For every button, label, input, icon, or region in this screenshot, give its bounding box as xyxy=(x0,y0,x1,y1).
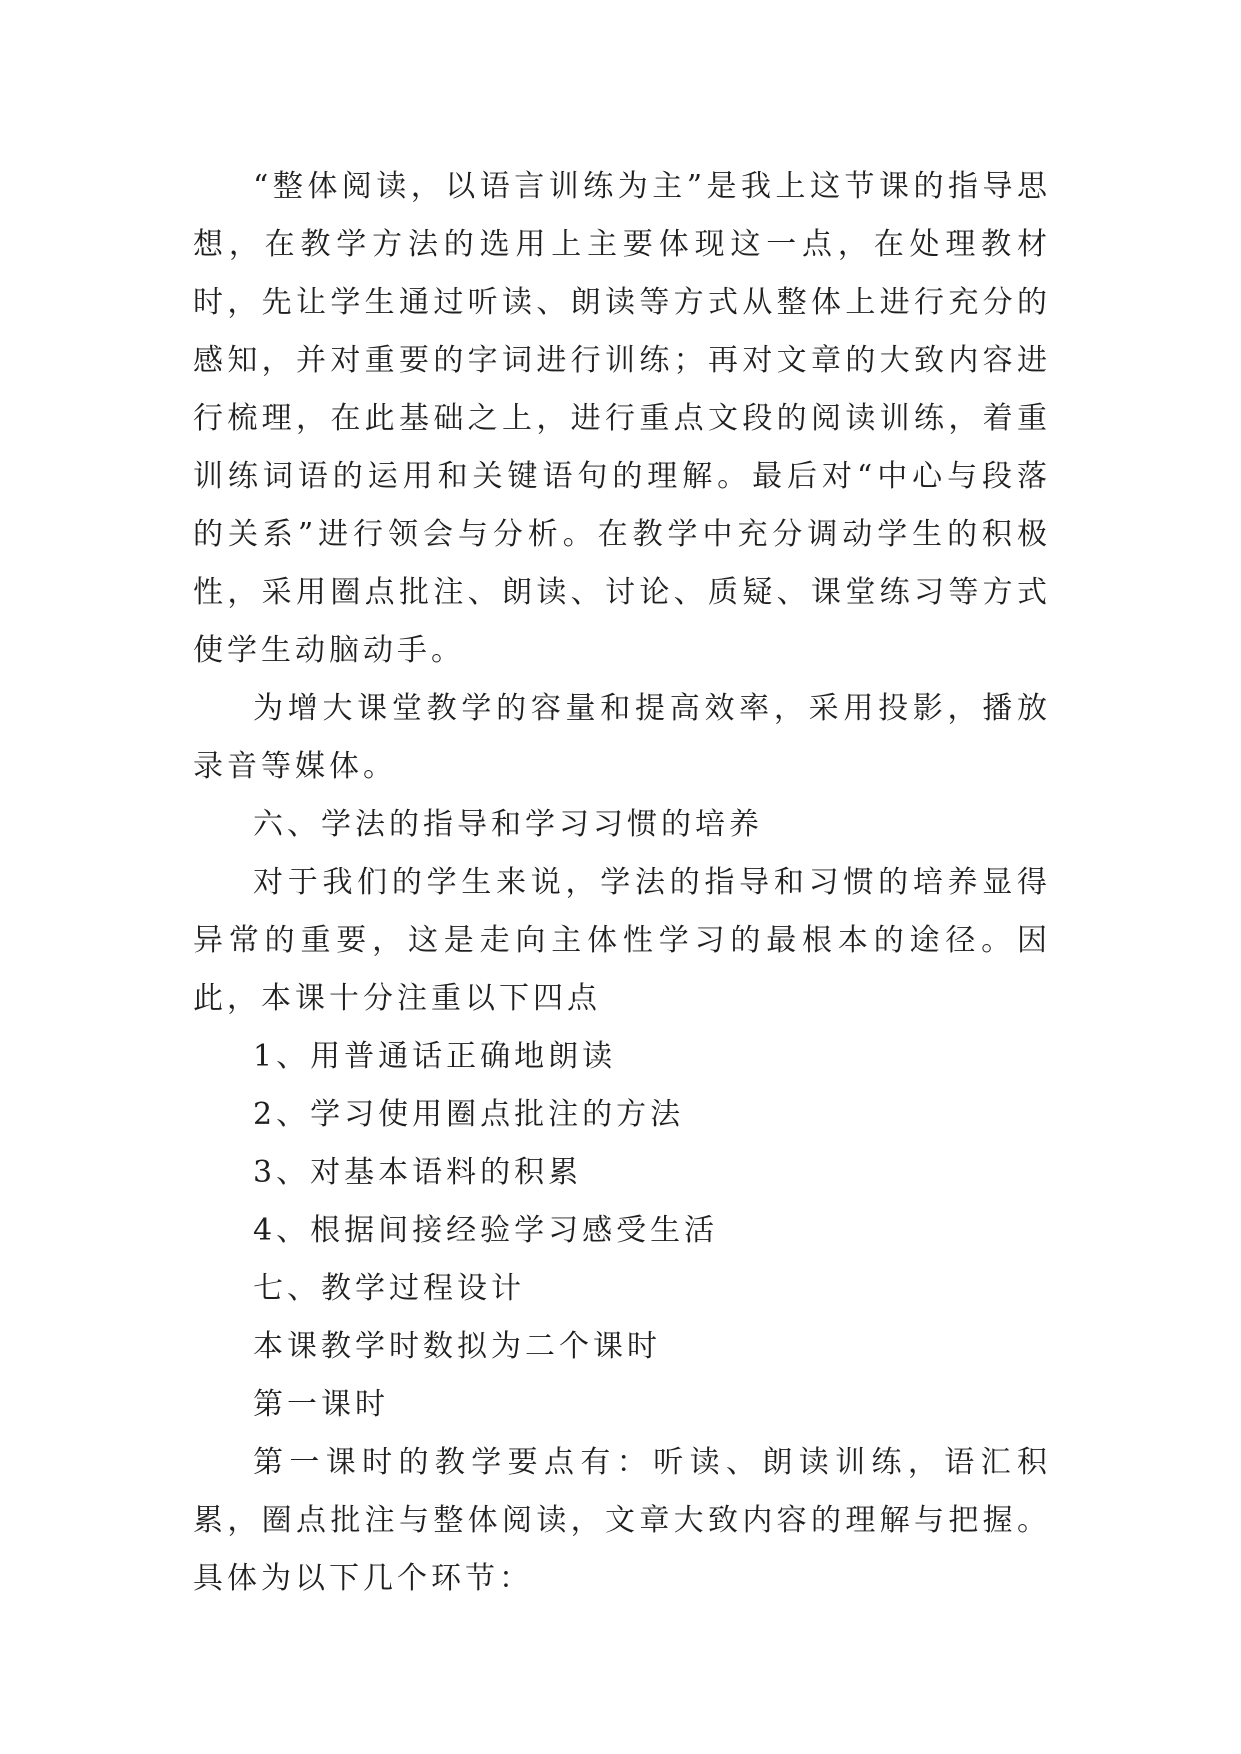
paragraph-class-hours: 本课教学时数拟为二个课时 xyxy=(253,1329,661,1364)
paragraph-study-method: 对于我们的学生来说，学法的指导和习惯的培养显得异常的重要，这是走向主体性学习的最根本的途径。因此，本课十分注重以下四点 xyxy=(193,865,1051,1016)
list-item-1: 1、用普通话正确地朗读 xyxy=(253,1039,617,1074)
list-item-4: 4、根据间接经验学习感受生活 xyxy=(253,1213,719,1248)
paragraph-teaching-method: “整体阅读，以语言训练为主”是我上这节课的指导思想，在教学方法的选用上主要体现这一点，在处理教材时，先让学生通过听读、朗读等方式从整体上进行充分的感知，并对重要的字词进行训练；再对文章的大致内容进行梳理，在此基础之上，进行重点文段的阅读训练，着重训练词语的运用和关键语句的理解。最后对“中心与段落的关系”进行领会与分析。在教学中充分调动学生的积极性，采用圈点批注、朗读、讨论、质疑、课堂练习等方式使学生动脑动手。 xyxy=(193,169,1051,668)
document-body xyxy=(193,158,1051,1608)
subheading-first-lesson: 第一课时 xyxy=(253,1387,389,1422)
list-item-3: 3、对基本语料的积累 xyxy=(253,1155,583,1190)
list-item-2: 2、学习使用圈点批注的方法 xyxy=(253,1097,685,1132)
section-heading-7: 七、教学过程设计 xyxy=(253,1271,525,1306)
paragraph-first-lesson-points: 第一课时的教学要点有：听读、朗读训练，语汇积累，圈点批注与整体阅读，文章大致内容的理解与把握。具体为以下几个环节： xyxy=(193,1445,1051,1596)
section-heading-6: 六、学法的指导和学习习惯的培养 xyxy=(253,807,763,842)
paragraph-media: 为增大课堂教学的容量和提高效率，采用投影，播放录音等媒体。 xyxy=(193,691,1051,784)
